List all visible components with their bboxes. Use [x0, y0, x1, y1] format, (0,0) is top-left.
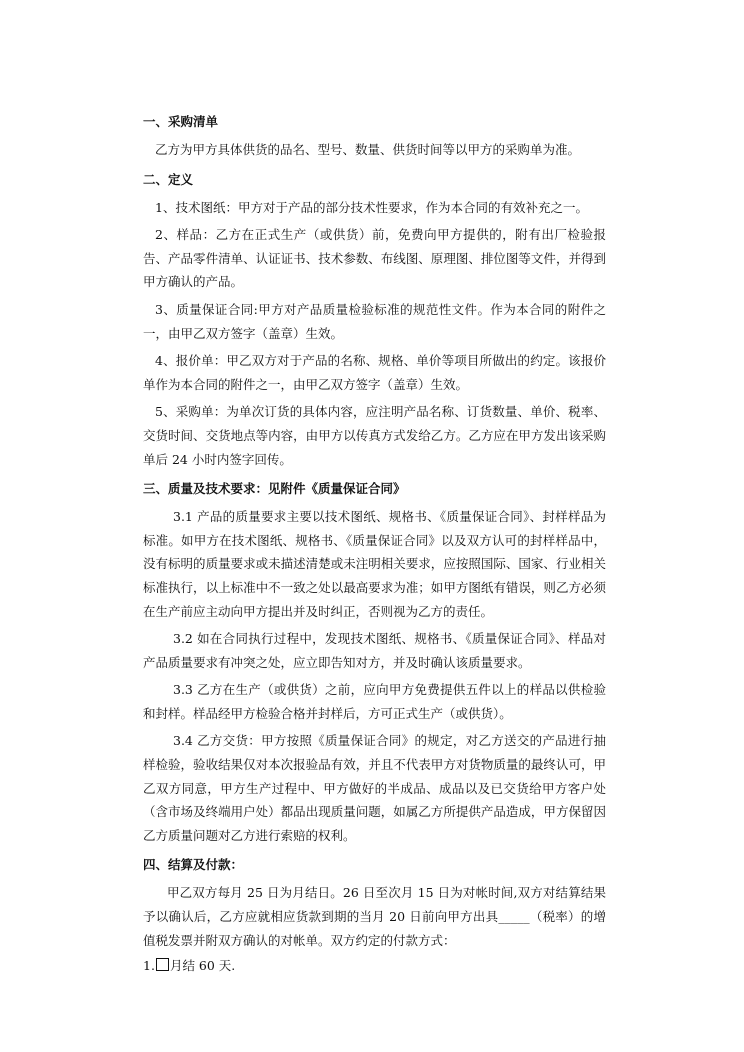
section-2-heading: 二、定义	[143, 171, 194, 187]
payment-option-label: 月结 60 天.	[169, 958, 236, 974]
section-1-body: 乙方为甲方具体供货的品名、型号、数量、供货时间等以甲方的采购单为准。	[155, 142, 581, 157]
quality-item: 3.4 乙方交货：甲方按照《质量保证合同》的规定，对乙方送交的产品进行抽样检验，验收结果仅对本次报验品有效，并且不代表甲方对货物质量的最终认可，甲乙双方同意，甲方生产过程中、甲方做好的半成品、成品以及已交货给甲方客户处（含市场及终端用户处）都品出现质量问题，如属乙方所提供产品造成，甲方保留因乙方质量问题对乙方进行索赔的权利。	[143, 733, 606, 843]
quality-item: 3.1 产品的质量要求主要以技术图纸、规格书、《质量保证合同》、封样样品为标准。如甲方在技术图纸、规格书、《质量保证合同》以及双方认可的封样样品中，没有标明的质量要求或未描述清楚或未注明相关要求，应按照国际、国家、行业相关标准执行，以上标准中不一致之处以最高要求为准；如甲方图纸有错误，则乙方必须在生产前应主动向甲方提出并及时纠正，否则视为乙方的责任。	[143, 509, 606, 619]
quality-item: 3.3 乙方在生产（或供货）之前，应向甲方免费提供五件以上的样品以供检验和封样。样品经甲方检验合格并封样后，方可正式生产（或供货）。	[143, 682, 606, 721]
definition-item: 2、样品：乙方在正式生产（或供货）前，免费向甲方提供的，附有出厂检验报告、产品零件清单、认证证书、技术参数、布线图、原理图、排位图等文件，并得到甲方确认的产品。	[143, 227, 606, 290]
quality-item: 3.2 如在合同执行过程中，发现技术图纸、规格书、《质量保证合同》、样品对产品质量要求有冲突之处，应立即告知对方，并及时确认该质量要求。	[143, 631, 606, 670]
definition-item: 3、质量保证合同:甲方对产品质量检验标准的规范性文件。作为本合同的附件之一，由甲乙双方签字（盖章）生效。	[143, 301, 606, 341]
contract-body	[143, 110, 606, 978]
section-1-heading: 一、采购清单	[143, 114, 219, 129]
payment-option-checkbox[interactable]	[156, 958, 169, 971]
definition-item: 1、技术图纸：甲方对于产品的部分技术性要求，作为本合同的有效补充之一。	[155, 199, 588, 215]
payment-option-number: 1.	[143, 958, 155, 974]
section-4-body: 甲乙双方每月 25 日为月结日。26 日至次月 15 日为对帐时间,双方对结算结果予以确认后，乙方应就相应货款到期的当月 20 日前向甲方出具_____（税率）的增值税发票并附双方确认的对帐单。双方约定的付款方式：	[143, 885, 606, 948]
section-4-heading: 四、结算及付款：	[143, 857, 244, 873]
payment-option	[143, 954, 606, 978]
section-3-heading: 三、质量及技术要求：见附件《质量保证合同》	[143, 481, 406, 497]
definition-item: 5、采购单：为单次订货的具体内容，应注明产品名称、订货数量、单价、税率、交货时间、交货地点等内容，由甲方以传真方式发给乙方。乙方应在甲方发出该采购单后 24 小时内签字回传。	[143, 404, 606, 467]
definition-item: 4、报价单：甲乙双方对于产品的名称、规格、单价等项目所做出的约定。该报价单作为本合同的附件之一，由甲乙双方签字（盖章）生效。	[143, 353, 606, 392]
